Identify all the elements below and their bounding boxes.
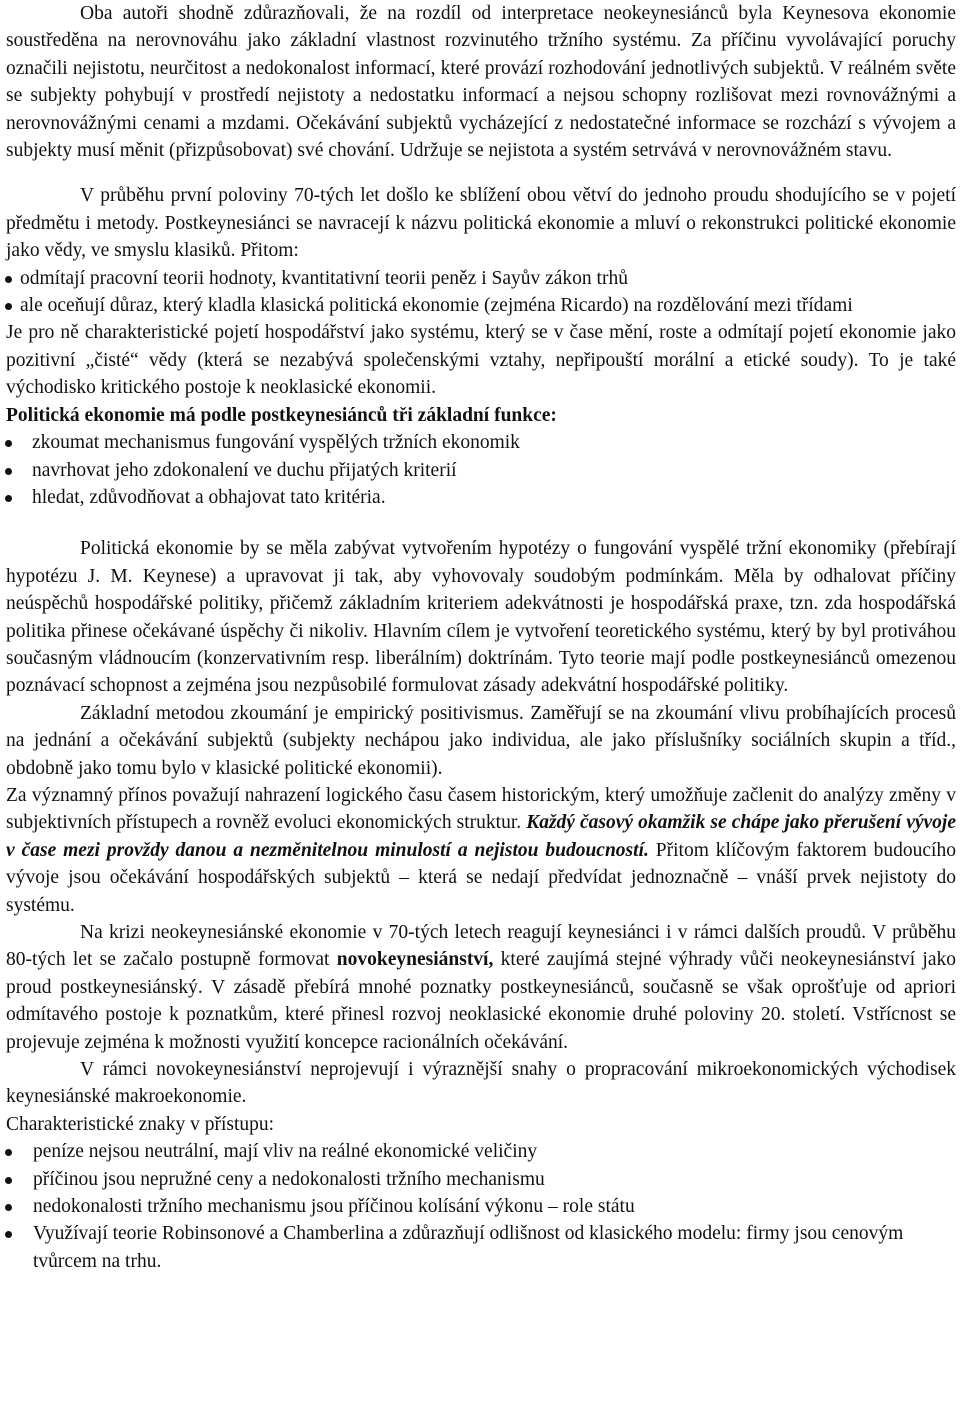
bullet-icon	[5, 1177, 12, 1184]
bullet-icon	[5, 1231, 12, 1238]
emphasis-time-moment: Každý časový okamžik se chápe jako přerušení vývoje v čase mezi provždy danou a nezměnitelnou minulostí a nejistou budoucností.	[6, 812, 957, 861]
paragraph-new-keynesianism: Na krizi neokeynesiánské ekonomie v 70-tých letech reagují keynesiánci i v rámci dalších proudů. V průběhu 80-tých let se začalo postupně formovat novokeynesiánství, které zaujímá stejné výhrady vůči neokeynesiánství jako proud postkeynesiánský. V zásadě přebírá mnohé poznatky postkeynesiánců, současně se však oprošťuje od apriori odmítavého postoje k poznatkům, které přinesl rozvoj neoklasické ekonomie druhé poloviny 20. století. Vstřícnost se projevuje zejména k možnosti využití koncepce racionálních očekávání.	[6, 922, 956, 1053]
list-functions	[6, 429, 956, 511]
bullet-icon	[5, 468, 12, 475]
list-rejects	[6, 265, 956, 320]
bullet-icon	[5, 1204, 12, 1211]
emphasis-new-keynesianism: novokeynesiánství,	[336, 949, 494, 971]
list-traits	[6, 1138, 956, 1275]
paragraph-economy-as-system: Je pro ně charakteristické pojetí hospodářství jako systému, který se v čase mění, roste a odmítají pojetí ekonomie jako pozitivní „čisté“ vědy (která se nezabývá společenskými vztahy, nepřipouští morální a etické soudy). To je také východisko kritického postoje k neoklasické ekonomii.	[6, 322, 956, 399]
bullet-icon	[5, 303, 12, 310]
document-page	[6, 0, 956, 1275]
list-item: hledat, zdůvodňovat a obhajovat tato kritéria.	[6, 484, 956, 511]
list-item: odmítají pracovní teorii hodnoty, kvantitativní teorii peněz i Sayův zákon trhů	[6, 265, 956, 292]
paragraph-convergence: V průběhu první poloviny 70-tých let došlo ke sblížení obou větví do jednoho proudu shodujícího se v pojetí předmětu i metody. Postkeynesiánci se navracejí k názvu politická ekonomie a mluví o rekonstrukci politické ekonomie jako vědy, ve smyslu klasiků. Přitom:	[6, 185, 956, 262]
bullet-icon	[5, 495, 12, 502]
bullet-icon	[5, 1149, 12, 1156]
list-item: ale oceňují důraz, který kladla klasická politická ekonomie (zejména Ricardo) na rozdělování mezi třídami	[6, 292, 956, 319]
list-item: peníze nejsou neutrální, mají vliv na reálné ekonomické veličiny	[6, 1138, 956, 1165]
paragraph-nonequilibrium: Oba autoři shodně zdůrazňovali, že na rozdíl od interpretace neokeynesiánců byla Keynesova ekonomie soustředěna na nerovnováhu jako základní vlastnost rozvinutého tržního systému. Za příčinu vyvolávající poruchy označili nejistotu, neurčitost a nedokonalost informací, které provází rozhodování jednotlivých subjektů. V reálném světe se subjekty pohybují v prostředí nejistoty a nedostatku informací a nejsou schopny rozlišovat mezi rovnovážnými a nerovnovážnými cenami a mzdami. Očekávání subjektů vycházející z nedostatečné informace se rozchází s vývojem a subjekty musí měnit (přizpůsobovat) své chování. Udržuje se nejistota a systém setrvává v nerovnovážném stavu.	[6, 3, 956, 162]
paragraph-method: Základní metodou zkoumání je empirický positivismus. Zaměřují se na zkoumání vlivu probíhajících procesů na jednání a očekávání subjektů (subjekty nechápou jako individua, ale jako příslušníky sociálních skupin a tříd., obdobně jako tomu bylo v klasické politické ekonomii).	[6, 702, 956, 779]
list-item: navrhovat jeho zdokonalení ve duchu přijatých kriterií	[6, 457, 956, 484]
paragraph-historical-time: Za významný přínos považují nahrazení logického času časem historickým, který umožňuje začlenit do analýzy změny v subjektivních přístupech a rovněž evoluci ekonomických struktur. Každý časový okamžik se chápe jako přerušení vývoje v čase mezi provždy danou a nezměnitelnou minulostí a nejistou budoucností. Přitom klíčovým faktorem budoucího vývoje jsou očekávání hospodářských subjektů – která se nedají předvídat jednoznačně – vnáší prvek nejistoty do systému.	[6, 784, 957, 916]
paragraph-political-economy: Politická ekonomie by se měla zabývat vytvořením hypotézy o fungování vyspělé tržní ekonomiky (přebírají hypotézu J. M. Keynese) a upravovat ji tak, aby vyhovovaly soudobým podmínkám. Měla by odhalovat příčiny neúspěchů hospodářské politiky, přičemž základním kriteriem adekvátnosti je hospodářská praxe, tzn. zda hospodářská politika přinese očekávané úspěchy či nikoliv. Hlavním cílem je vytvoření teoretického systému, který by byl protiváhou současným vládnoucím (konzervativním resp. liberálním) doktrínám. Tyto teorie mají podle postkeynesiánců omezenou poznávací schopnost a zejména jsou nezpůsobilé formulovat zásady adekvátní hospodářské politiky.	[6, 538, 956, 697]
bullet-icon	[5, 276, 12, 283]
section-heading-functions: Politická ekonomie má podle postkeynesiánců tři základní funkce:	[6, 404, 557, 426]
paragraph-microfoundations: V rámci novokeynesiánství neprojevují i výraznější snahy o propracování mikroekonomických východisek keynesiánské makroekonomie.	[6, 1059, 956, 1108]
bullet-icon	[5, 440, 12, 447]
paragraph-traits-intro: Charakteristické znaky v přístupu:	[6, 1113, 275, 1135]
list-item: zkoumat mechanismus fungování vyspělých tržních ekonomik	[6, 429, 956, 456]
list-item: Využívají teorie Robinsonové a Chamberlina a zdůrazňují odlišnost od klasického modelu: firmy jsou cenovým tvůrcem na trhu.	[6, 1220, 956, 1275]
list-item: nedokonalosti tržního mechanismu jsou příčinou kolísání výkonu – role státu	[6, 1193, 956, 1220]
list-item: příčinou jsou nepružné ceny a nedokonalosti tržního mechanismu	[6, 1166, 956, 1193]
